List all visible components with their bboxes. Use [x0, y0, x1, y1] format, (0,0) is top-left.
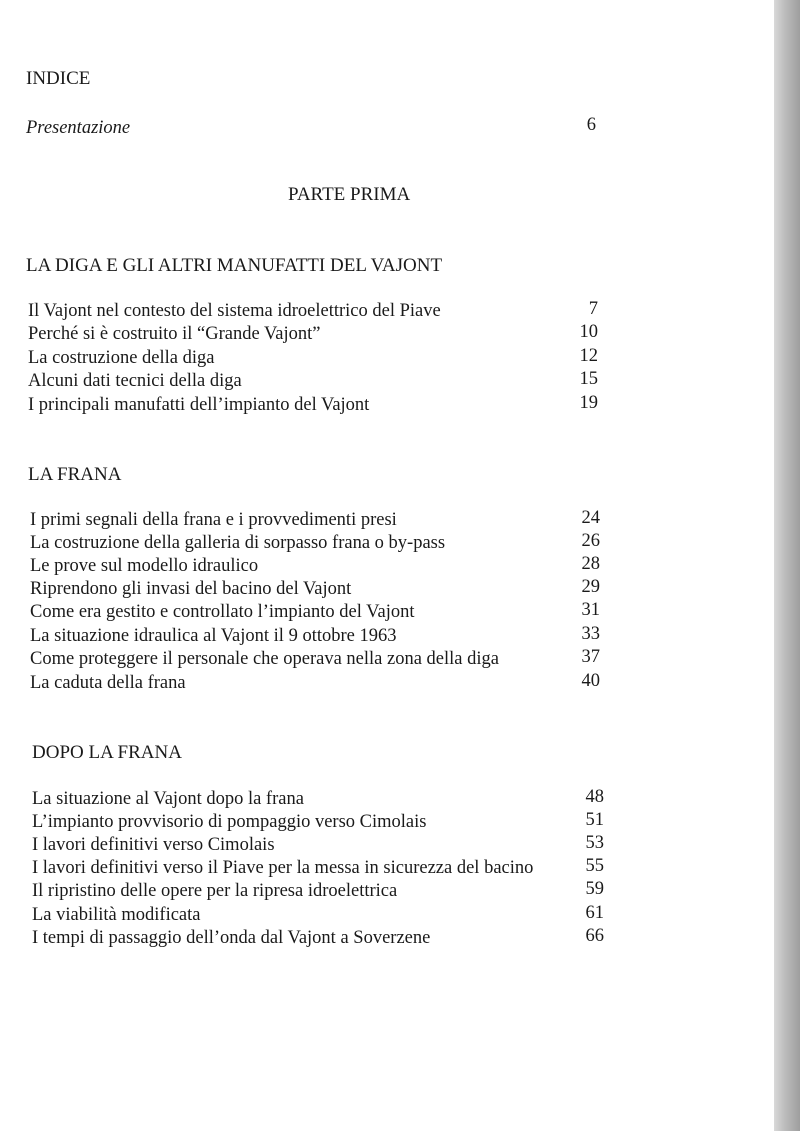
toc-entry-page: 29 [581, 577, 600, 597]
index-title: INDICE [26, 68, 91, 89]
toc-entry-label: Il ripristino delle opere per la ripresa idroelettrica [32, 881, 398, 901]
toc-entry-label: Come era gestito e controllato l’impianto del Vajont [30, 602, 415, 622]
toc-entry-page: 48 [585, 787, 604, 807]
toc-entry-label: La situazione idraulica al Vajont il 9 ottobre 1963 [30, 626, 397, 646]
toc-entry-label: I primi segnali della frana e i provvedimenti presi [30, 510, 397, 530]
toc-entry-label: I lavori definitivi verso il Piave per la messa in sicurezza del bacino [32, 858, 534, 878]
toc-entry-label: Perché si è costruito il “Grande Vajont” [28, 324, 321, 344]
toc-entry-label: La caduta della frana [30, 673, 186, 693]
toc-entry-page: 61 [585, 903, 604, 923]
toc-entry-label: La viabilità modificata [32, 905, 201, 925]
page-edge-shadow [774, 0, 800, 1131]
toc-entry-page: 59 [585, 879, 604, 899]
toc-entry-page: 12 [579, 346, 598, 366]
section-heading: LA DIGA E GLI ALTRI MANUFATTI DEL VAJONT [26, 255, 443, 276]
toc-entry-page: 19 [579, 393, 598, 413]
section-heading: DOPO LA FRANA [32, 742, 182, 763]
toc-entry-page: 31 [581, 600, 600, 620]
toc-entry-label: I lavori definitivi verso Cimolais [32, 835, 275, 855]
toc-entry-label: I principali manufatti dell’impianto del Vajont [28, 395, 370, 415]
toc-entry-page: 7 [588, 299, 598, 319]
section-heading: LA FRANA [28, 464, 122, 485]
toc-entry-page: 66 [585, 926, 604, 946]
toc-entry-page: 24 [581, 508, 600, 528]
presentazione-page: 6 [586, 115, 596, 135]
toc-entry-page: 15 [579, 369, 598, 389]
toc-entry-label: Riprendono gli invasi del bacino del Vajont [30, 579, 352, 599]
toc-entry-label: La costruzione della diga [28, 348, 215, 368]
toc-entry-page: 10 [579, 322, 598, 342]
toc-entry-label: Alcuni dati tecnici della diga [28, 371, 242, 391]
toc-entry-label: Come proteggere il personale che operava nella zona della diga [30, 649, 499, 669]
toc-entry-page: 51 [585, 810, 604, 830]
toc-entry-label: Le prove sul modello idraulico [30, 556, 259, 576]
presentazione-label: Presentazione [26, 118, 131, 138]
part-title: PARTE PRIMA [288, 184, 411, 205]
toc-entry-label: La situazione al Vajont dopo la frana [32, 789, 304, 809]
toc-entry-page: 28 [581, 554, 600, 574]
toc-entry-page: 37 [581, 647, 600, 667]
toc-entry-label: I tempi di passaggio dell’onda dal Vajont a Soverzene [32, 928, 431, 948]
toc-entry-label: Il Vajont nel contesto del sistema idroelettrico del Piave [28, 301, 441, 321]
toc-entry-page: 26 [581, 531, 600, 551]
toc-entry-label: L’impianto provvisorio di pompaggio verso Cimolais [32, 812, 427, 832]
toc-entry-page: 33 [581, 624, 600, 644]
toc-entry-label: La costruzione della galleria di sorpasso frana o by-pass [30, 533, 446, 553]
toc-entry-page: 53 [585, 833, 604, 853]
toc-entry-page: 40 [581, 671, 600, 691]
toc-entry-page: 55 [585, 856, 604, 876]
